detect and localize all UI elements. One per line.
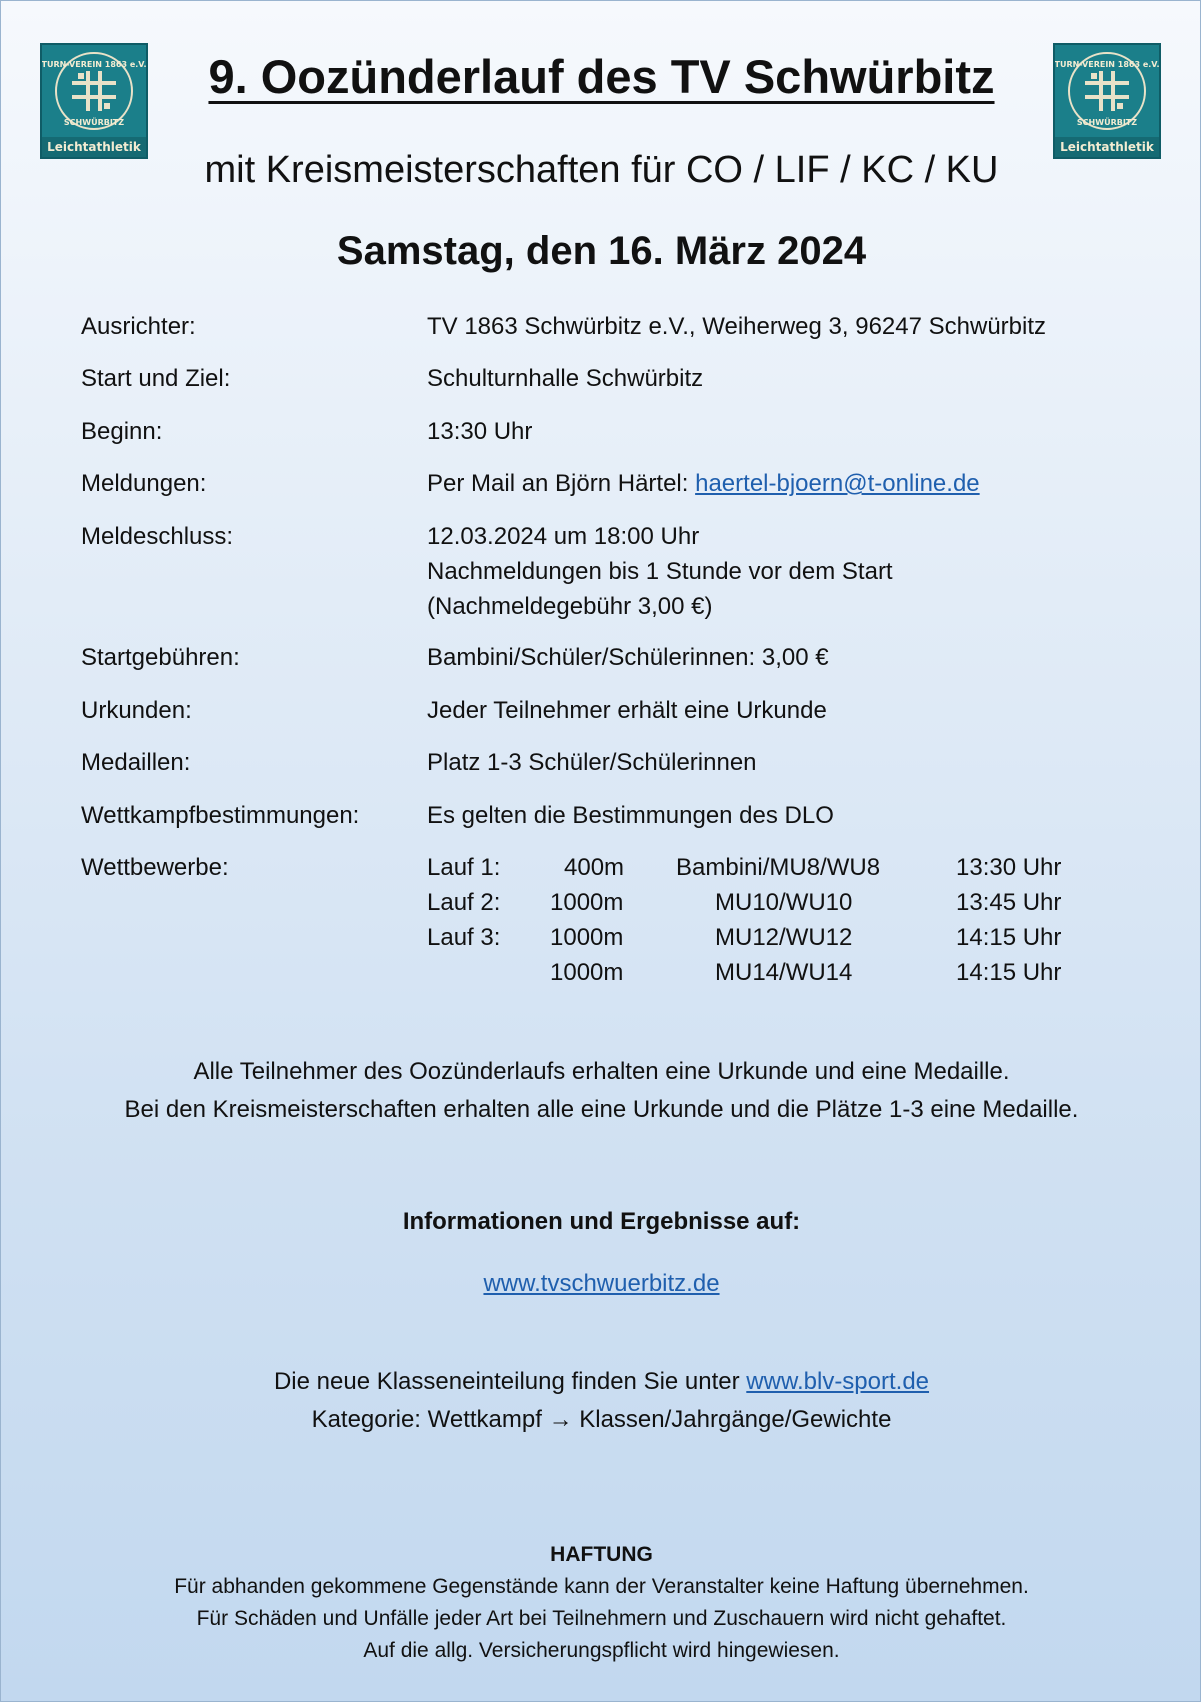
detail-value — [427, 466, 980, 501]
detail-label: Urkunden: — [81, 697, 192, 724]
svg-text:SCHWÜRBITZ: SCHWÜRBITZ — [1076, 118, 1138, 127]
competition-distance: 400m — [564, 854, 625, 881]
registration-text: Per Mail an Björn Härtel: — [427, 470, 696, 497]
blv-website-link[interactable]: www.blv-sport.de — [746, 1368, 930, 1395]
detail-value: Schulturnhalle Schwürbitz — [427, 365, 704, 392]
detail-value: TV 1863 Schwürbitz e.V., Weiherweg 3, 96247 Schwürbitz — [427, 313, 1047, 340]
detail-label: Startgebühren: — [81, 644, 240, 671]
info-link-line — [1, 1265, 1201, 1303]
registration-email-link[interactable]: haertel-bjoern@t-online.de — [695, 470, 980, 497]
competition-distance: 1000m — [550, 889, 624, 916]
note-line-2: Bei den Kreismeisterschaften erhalten alle eine Urkunde und die Plätze 1-3 eine Medaille. — [124, 1096, 1079, 1123]
detail-label: Start und Ziel: — [81, 365, 231, 392]
page-title-text: 9. Oozünderlauf des TV Schwürbitz — [208, 50, 995, 103]
detail-label: Meldeschluss: — [81, 523, 234, 550]
svg-text:Leichtathletik: Leichtathletik — [1060, 140, 1154, 154]
detail-label: Beginn: — [81, 418, 163, 445]
page-title — [1, 49, 1201, 104]
detail-value: Es gelten die Bestimmungen des DLO — [427, 802, 834, 829]
classes-category: Kategorie: Wettkampf → Klassen/Jahrgänge/Gewichte — [311, 1406, 892, 1433]
competition-time: 13:30 Uhr — [956, 854, 1062, 881]
competition-class: MU10/WU10 — [715, 889, 853, 916]
detail-value: Bambini/Schüler/Schülerinnen: 3,00 € — [427, 644, 829, 671]
detail-label: Wettbewerbe: — [81, 854, 229, 881]
svg-text:Leichtathletik: Leichtathletik — [47, 140, 141, 154]
competition-race: Lauf 3: — [427, 924, 501, 951]
detail-value: 13:30 Uhr — [427, 418, 533, 445]
late-fee-note: (Nachmeldegebühr 3,00 €) — [427, 593, 713, 620]
competition-class: MU14/WU14 — [715, 959, 853, 986]
competition-race: Lauf 2: — [427, 889, 501, 916]
classes-text: Die neue Klasseneinteilung finden Sie unter — [273, 1368, 747, 1395]
deadline-date: 12.03.2024 um 18:00 Uhr — [427, 523, 700, 550]
liability-line-2: Für Schäden und Unfälle jeder Art bei Teilnehmern und Zuschauern wird nicht gehaftet. — [196, 1607, 1007, 1630]
competition-race: Lauf 1: — [427, 854, 501, 881]
detail-label: Medaillen: — [81, 749, 191, 776]
event-date: Samstag, den 16. März 2024 — [336, 229, 867, 273]
page-subtitle: mit Kreismeisterschaften für CO / LIF / KC / KU — [204, 149, 999, 191]
competition-time: 14:15 Uhr — [956, 924, 1062, 951]
competition-class: MU12/WU12 — [715, 924, 853, 951]
svg-text:SCHWÜRBITZ: SCHWÜRBITZ — [63, 118, 125, 127]
club-website-link[interactable]: www.tvschwuerbitz.de — [483, 1270, 720, 1297]
classes-line — [1, 1363, 1201, 1401]
late-registration-note: Nachmeldungen bis 1 Stunde vor dem Start — [427, 558, 893, 585]
liability-line-3: Auf die allg. Versicherungspflicht wird hingewiesen. — [363, 1639, 840, 1662]
liability-heading: HAFTUNG — [550, 1543, 653, 1566]
competition-time: 14:15 Uhr — [956, 959, 1062, 986]
info-heading: Informationen und Ergebnisse auf: — [402, 1208, 801, 1235]
detail-value: Jeder Teilnehmer erhält eine Urkunde — [427, 697, 827, 724]
detail-value: Platz 1-3 Schüler/Schülerinnen — [427, 749, 757, 776]
svg-text:TURN-VEREIN 1863 e.V.: TURN-VEREIN 1863 e.V. — [42, 60, 146, 69]
competition-distance: 1000m — [550, 959, 624, 986]
detail-label: Meldungen: — [81, 470, 207, 497]
svg-text:TURN-VEREIN 1863 e.V.: TURN-VEREIN 1863 e.V. — [1055, 60, 1159, 69]
competition-distance: 1000m — [550, 924, 624, 951]
note-line-1: Alle Teilnehmer des Oozünderlaufs erhalten eine Urkunde und eine Medaille. — [193, 1058, 1010, 1085]
competition-time: 13:45 Uhr — [956, 889, 1062, 916]
detail-value — [427, 519, 893, 624]
detail-label: Wettkampfbestimmungen: — [81, 802, 360, 829]
competition-class: Bambini/MU8/WU8 — [676, 854, 881, 881]
detail-label: Ausrichter: — [81, 313, 196, 340]
liability-line-1: Für abhanden gekommene Gegenstände kann der Veranstalter keine Haftung übernehmen. — [174, 1575, 1029, 1598]
